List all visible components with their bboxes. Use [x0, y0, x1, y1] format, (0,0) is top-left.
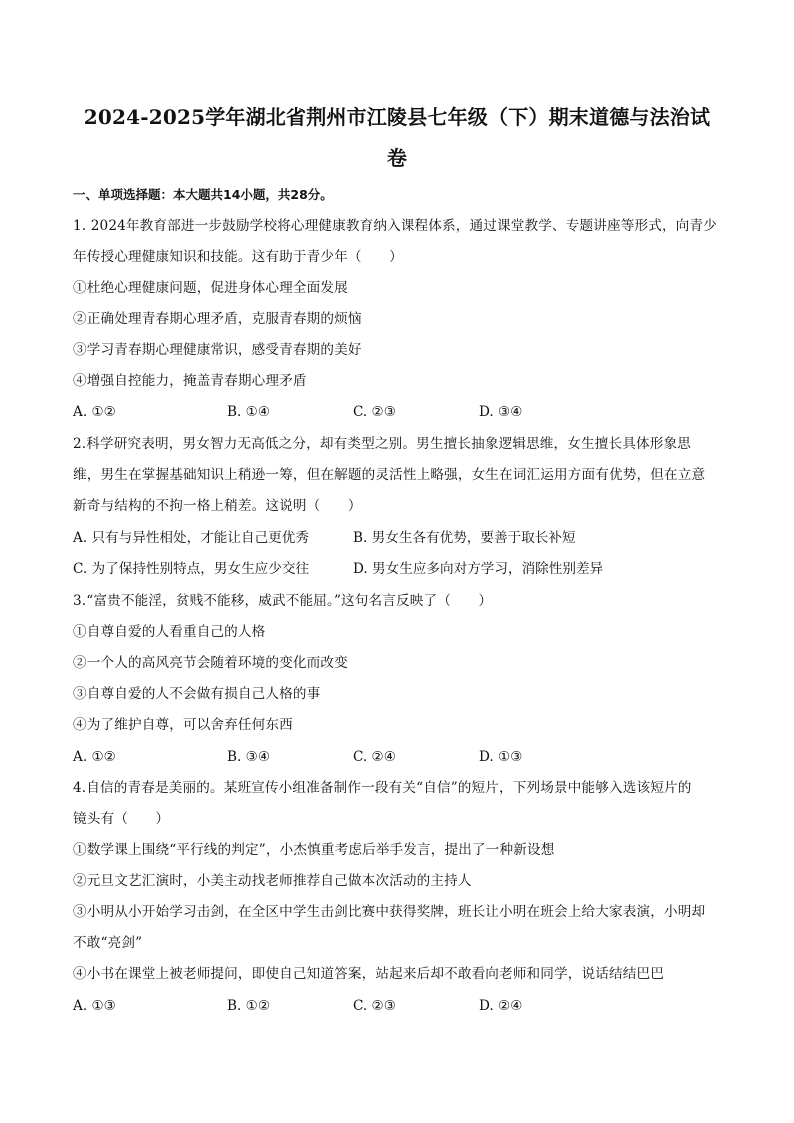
q3-item-2: ②一个人的高风亮节会随着环境的变化而改变 [73, 655, 348, 671]
q1-stem-line-1: 1. 2024年教育部进一步鼓励学校将心理健康教育纳入课程体系，通过课堂教学、专题讲座等形式，向青少 [73, 218, 717, 234]
exam-title-line-1: 2024-2025学年湖北省荆州市江陵县七年级（下）期末道德与法治试 [83, 105, 711, 129]
section-header: 一、单项选择题：本大题共14小题，共28分。 [73, 187, 333, 202]
q3-stem-line-1: 3.“富贵不能淫，贫贱不能移，威武不能屈。”这句名言反映了（ ） [73, 593, 493, 609]
q4-option-a: A. ①③ [73, 998, 116, 1014]
q2-option-a: A. 只有与异性相处，才能让自己更优秀 [73, 530, 309, 546]
q3-option-b: B. ③④ [227, 749, 271, 765]
q1-item-2: ②正确处理青春期心理矛盾，克服青春期的烦恼 [73, 311, 362, 327]
q1-option-d: D. ③④ [479, 404, 523, 420]
q4-item-2: ②元旦文艺汇演时，小美主动找老师推荐自己做本次活动的主持人 [73, 873, 472, 889]
q4-item-3-line-2: 不敢“亮剑” [73, 935, 143, 951]
q1-option-b: B. ①④ [227, 404, 271, 420]
q2-stem-line-3: 新奇与结构的不拘一格上稍差。这说明（ ） [73, 498, 362, 514]
q1-option-c: C. ②③ [353, 404, 396, 420]
q2-option-c: C. 为了保持性别特点，男女生应少交往 [73, 561, 310, 577]
q3-option-c: C. ②④ [353, 749, 396, 765]
q4-item-3-line-1: ③小明从小开始学习击剑，在全区中学生击剑比赛中获得奖牌，班长让小明在班会上给大家表演，小明却 [73, 904, 706, 920]
q1-item-3: ③学习青春期心理健康常识，感受青春期的美好 [73, 342, 362, 358]
q1-item-4: ④增强自控能力，掩盖青春期心理矛盾 [73, 373, 307, 389]
q2-stem-line-2: 维，男生在掌握基础知识上稍逊一筹，但在解题的灵活性上略强，女生在词汇运用方面有优势，但在立意 [73, 467, 706, 483]
exam-title-line-2: 卷 [386, 146, 408, 170]
q4-stem-line-1: 4.自信的青春是美丽的。某班宣传小组准备制作一段有关“自信”的短片，下列场景中能够入选该短片的 [73, 780, 692, 796]
q3-option-d: D. ①③ [479, 749, 523, 765]
q1-stem-line-2: 年传授心理健康知识和技能。这有助于青少年（ ） [73, 249, 403, 265]
q3-item-4: ④为了维护自尊，可以舍弃任何东西 [73, 717, 293, 733]
q4-stem-line-2: 镜头有（ ） [73, 811, 170, 827]
q4-option-d: D. ②④ [479, 998, 523, 1014]
q4-item-1: ①数学课上围绕“平行线的判定”，小杰慎重考虑后举手发言，提出了一种新设想 [73, 842, 555, 858]
q1-option-a: A. ①② [73, 404, 116, 420]
q2-option-b: B. 男女生各有优势，要善于取长补短 [353, 530, 576, 546]
q1-item-1: ①杜绝心理健康问题，促进身体心理全面发展 [73, 280, 348, 296]
q2-option-d: D. 男女生应多向对方学习，消除性别差异 [353, 561, 604, 577]
q4-item-4: ④小书在课堂上被老师提问，即使自己知道答案，站起来后却不敢看向老师和同学，说话结结巴巴 [73, 966, 664, 982]
q2-stem-line-1: 2.科学研究表明，男女智力无高低之分，却有类型之别。男生擅长抽象逻辑思维，女生擅长具体形象思 [73, 436, 691, 452]
q4-option-c: C. ②③ [353, 998, 396, 1014]
q4-option-b: B. ①② [227, 998, 271, 1014]
q3-option-a: A. ①② [73, 749, 116, 765]
q3-item-1: ①自尊自爱的人看重自己的人格 [73, 624, 266, 640]
q3-item-3: ③自尊自爱的人不会做有损自己人格的事 [73, 686, 321, 702]
